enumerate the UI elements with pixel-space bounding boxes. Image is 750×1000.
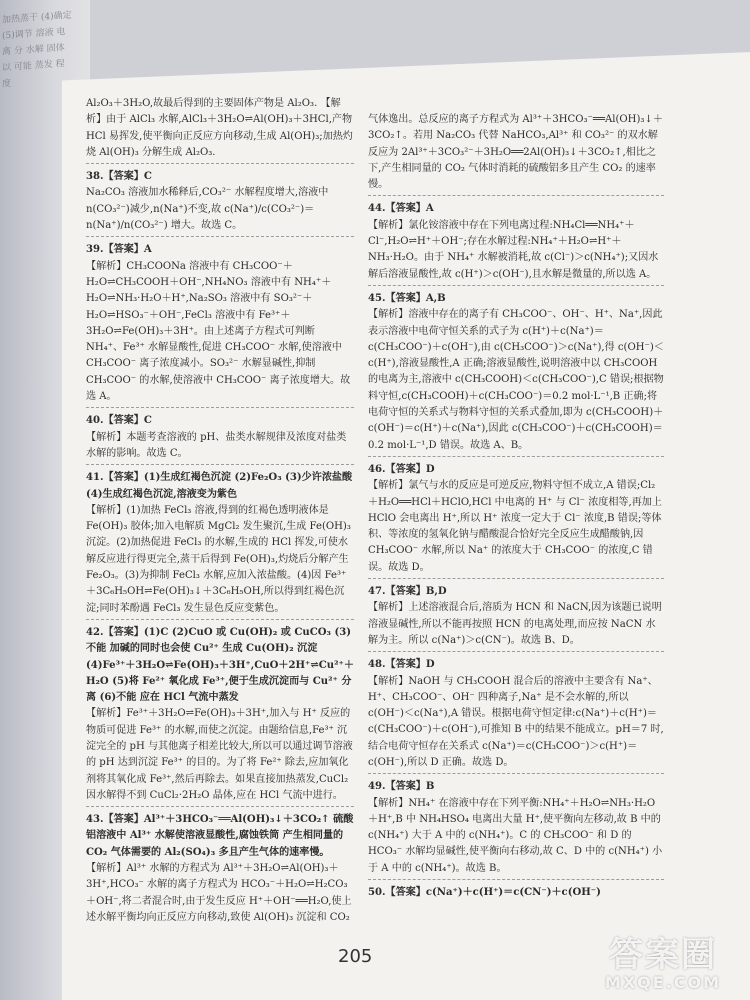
answer-heading: 39.【答案】A	[86, 244, 152, 256]
answer-item	[368, 885, 664, 903]
answer-explanation: 【解析】溶液中存在的离子有 CH₃COO⁻、OH⁻、H⁺、Na⁺,因此表示溶液中电荷守恒关系的式子为 c(H⁺)＋c(Na⁺)＝c(CH₃COO⁻)＋c(OH⁻),由 c(CH₃COO⁻)＞c(Na⁺),得 c(OH⁻)＜c(H⁺),溶液显酸性,A 正确;溶液显酸性,说明溶液中以 CH₃COOH 的电离为主,溶液中 c(CH₃COOH)＜c(CH₃COO⁻),C 错误;根据物料守恒,c(CH₃COOH)＋c(CH₃COO⁻)＝0.2 mol·L⁻¹,B 正确;将电荷守恒的关系式与物料守恒的关系式叠加,即为 c(CH₃COOH)＋c(OH⁻)＝c(H⁺)＋c(Na⁺),因此 c(CH₃COO⁻)＋c(CH₃COOH)＝0.2 mol·L⁻¹,D 错误。故选 A、B。	[368, 309, 664, 451]
answer-explanation: 【解析】氯化铵溶液中存在下列电离过程:NH₄Cl══NH₄⁺＋Cl⁻,H₂O⇌H⁺＋OH⁻;存在水解过程:NH₄⁺＋H₂O⇌H⁺＋NH₃·H₂O。由于 NH₄⁺ 水解被消耗,故 c(Cl⁻)＞c(NH₄⁺);又因水解后溶液显酸性,故 c(H⁺)＞c(OH⁻),且水解是微量的,所以选 A。	[368, 219, 659, 280]
answer-explanation: 【解析】本题考查溶液的 pH、盐类水解规律及浓度对盐类水解的影响。故选 C。	[86, 431, 347, 459]
answer-heading: 42.【答案】(1)C (2)CuO 或 Cu(OH)₂ 或 CuCO₃ (3)不能 加碱的同时也会使 Cu²⁺ 生成 Cu(OH)₂ 沉淀 (4)Fe³⁺＋3H₂O⇌Fe(OH)₃＋3H⁺,CuO＋2H⁺⇌Cu²⁺＋H₂O (5)将 Fe²⁺ 氧化成 Fe³⁺,便于生成沉淀而与 Cu²⁺ 分离 (6)不能 应在 HCl 气流中蒸发	[86, 626, 354, 704]
answer-explanation: 【解析】NH₄⁺ 在溶液中存在下列平衡:NH₄⁺＋H₂O⇌NH₃·H₂O＋H⁺,B 中 NH₄HSO₄ 电离出大量 H⁺,使平衡向左移动,故 B 中的 c(NH₄⁺) 大于 A 中的 c(NH₄⁺)。C 的 CH₃COO⁻ 和 D 的 HCO₃⁻ 水解均显碱性,使平衡向右移动,故 C、D 中的 c(NH₄⁺) 小于 A 中的 c(NH₄⁺)。故选 B。	[368, 797, 663, 874]
watermark	[588, 936, 738, 994]
answer-heading: 48.【答案】D	[368, 659, 435, 671]
answer-explanation: 【解析】氯气与水的反应是可逆反应,物料守恒不成立,A 错误;Cl₂＋H₂O══HCl＋HClO,HCl 中电离的 H⁺ 与 Cl⁻ 浓度相等,再加上 HClO 会电离出 H⁺,所以 H⁺ 浓度一定大于 Cl⁻ 浓度,B 错误;等体积、等浓度的氢氧化钠与醋酸混合恰好完全反应生成醋酸钠,因 CH₃COO⁻ 水解,所以 Na⁺ 的浓度大于 CH₃COO⁻ 的浓度,C 错误。故选 D。	[368, 480, 662, 573]
answer-explanation: Al₂O₃＋3H₂O,故最后得到的主要固体产物是 Al₂O₃. 【解析】由于 AlCl₃ 水解,AlCl₃＋3H₂O⇌Al(OH)₃＋3HCl,产物 HCl 易挥发,使平衡向正反应方向移动,生成 Al(OH)₃;加热灼烧 Al(OH)₃ 分解生成 Al₂O₃.	[86, 98, 353, 158]
answer-explanation: 气体逸出。总反应的离子方程式为 Al³⁺＋3HCO₃⁻══Al(OH)₃↓＋3CO₂↑。若用 Na₂CO₃ 代替 NaHCO₃,Al³⁺ 和 CO₃²⁻ 的双水解反应为 2Al³⁺＋3CO₃²⁻＋3H₂O══2Al(OH)₃↓＋3CO₂↑,相比之下,产生相同量的 CO₂ 气体时消耗的硫酸铝多且产生 CO₂ 的速率慢。	[368, 114, 663, 191]
answer-heading: 43.【答案】Al³⁺＋3HCO₃⁻══Al(OH)₃↓＋3CO₂↑ 硫酸铝溶液中 Al³⁺ 水解使溶液显酸性,腐蚀铁筒 产生相同量的 CO₂ 气体需要的 Al₂(SO₄)₃ 多且产生气体的速率慢。	[86, 814, 354, 858]
answer-item	[368, 657, 664, 774]
answer-heading: 49.【答案】B	[368, 781, 435, 793]
answer-item	[86, 470, 354, 620]
answer-heading: 46.【答案】D	[368, 463, 435, 475]
answer-item	[86, 242, 354, 408]
answer-heading: 41.【答案】(1)生成红褐色沉淀 (2)Fe₂O₃ (3)少许浓盐酸 (4)生成红褐色沉淀,溶液变为紫色	[86, 472, 353, 500]
answer-item	[368, 291, 664, 457]
answer-heading: 50.【答案】c(Na⁺)＋c(H⁺)＝c(CN⁻)＋c(OH⁻)	[368, 887, 601, 899]
answer-heading: 38.【答案】C	[86, 171, 152, 183]
answer-heading: 47.【答案】B,D	[368, 586, 447, 598]
left-column	[86, 96, 354, 933]
answer-item	[368, 462, 664, 579]
answer-heading: 40.【答案】C	[86, 415, 152, 427]
answer-item	[86, 169, 354, 237]
answer-explanation: 【解析】上述溶液混合后,溶质为 HCN 和 NaCN,因为该题已说明溶液显碱性,所以不能再按照 HCN 的电离处理,而应按 NaCN 水解为主。所以 c(Na⁺)＞c(CN⁻)。故选 B、D。	[368, 602, 662, 646]
watermark-url: MXQE.COM	[604, 973, 722, 992]
answer-explanation: Na₂CO₃ 溶液加水稀释后,CO₃²⁻ 水解程度增大,溶液中 n(CO₃²⁻)减少,n(Na⁺)不变,故 c(Na⁺)/c(CO₃²⁻)＝n(Na⁺)/n(CO₃²⁻) 增大。故选 C。	[86, 187, 329, 232]
answer-explanation: 【解析】Fe³⁺＋3H₂O⇌Fe(OH)₃＋3H⁺,加入与 H⁺ 反应的物质可促进 Fe³⁺ 的水解,而使之沉淀。由题给信息,Fe³⁺ 沉淀完全的 pH 与其他离子相差比较大,所以可以通过调节溶液的 pH 达到沉淀 Fe³⁺ 的目的。为了将 Fe²⁺ 除去,应加氧化剂将其氧化成 Fe³⁺,然后再除去。如果直接加热蒸发,CuCl₂ 因水解得不到 CuCl₂·2H₂O 晶体,应在 HCl 气流中进行。	[86, 708, 353, 801]
page-number: 205	[338, 946, 373, 967]
answer-item	[368, 584, 664, 652]
answer-explanation: 【解析】CH₃COONa 溶液中有 CH₃COO⁻＋H₂O⇌CH₃COOH＋OH⁻,NH₄NO₃ 溶液中有 NH₄⁺＋H₂O⇌NH₃·H₂O＋H⁺,Na₂SO₃ 溶液中有 SO₃²⁻＋H₂O⇌HSO₃⁻＋OH⁻,FeCl₃ 溶液中有 Fe³⁺＋3H₂O⇌Fe(OH)₃＋3H⁺。由上述离子方程式可判断 NH₄⁺、Fe³⁺ 水解显酸性,促进 CH₃COO⁻ 水解,使溶液中 CH₃COO⁻ 离子浓度减小。SO₃²⁻ 水解显碱性,抑制 CH₃COO⁻ 的水解,使溶液中 CH₃COO⁻ 离子浓度增大。故选 A。	[86, 260, 351, 403]
answer-explanation: 【解析】NaOH 与 CH₃COOH 混合后的溶液中主要含有 Na⁺、H⁺、CH₃COO⁻、OH⁻ 四种离子,Na⁺ 是不会水解的,所以 c(OH⁻)＜c(Na⁺),A 错误。根据电荷守恒定律:c(Na⁺)＋c(H⁺)＝c(CH₃COO⁻)＋c(OH⁻),可推知 B 中的结果不能成立。pH＝7 时,结合电荷守恒存在关系式 c(Na⁺)＝c(CH₃COO⁻)＞c(H⁺)＝c(OH⁻),所以 D 正确。故选 D。	[368, 675, 664, 768]
answer-explanation: 【解析】Al³⁺ 水解的方程式为 Al³⁺＋3H₂O⇌Al(OH)₃＋3H⁺,HCO₃⁻ 水解的离子方程式为 HCO₃⁻＋H₂O⇌H₂CO₃＋OH⁻,将二者混合时,由于发生反应 H⁺＋OH⁻══H₂O,使上述水解平衡均向正反应方向移动,致使 Al(OH)₃ 沉淀和 CO₂	[86, 863, 352, 923]
answer-item	[368, 779, 664, 880]
answer-item	[86, 413, 354, 465]
answer-item	[368, 201, 664, 285]
right-column	[368, 112, 664, 908]
answer-item	[368, 112, 664, 196]
answer-heading: 45.【答案】A,B	[368, 292, 446, 304]
answer-item	[86, 812, 354, 928]
answer-item	[86, 96, 354, 164]
watermark-logo: 答案圈	[609, 935, 717, 975]
answer-explanation: 【解析】(1)加热 FeCl₃ 溶液,得到的红褐色透明液体是 Fe(OH)₃ 胶体;加入电解质 MgCl₂ 发生聚沉,生成 Fe(OH)₃ 沉淀。(2)加热促进 FeCl₃ 的水解,生成的 HCl 挥发,可使水解反应进行得更完全,蒸干后得到 Fe(OH)₃,灼烧后分解产生 Fe₂O₃。(3)为抑制 FeCl₃ 水解,应加入浓盐酸。(4)因 Fe³⁺＋3C₆H₅OH⇌Fe(OH)₃↓＋3C₆H₅OH,所以得到红褐色沉淀;同时苯酚遇 FeCl₃ 发生显色反应变紫色。	[86, 504, 351, 614]
answer-heading: 44.【答案】A	[368, 203, 434, 215]
left-page-blurred-text: 加热蒸干 (4)确定 (5)调节 溶液 电离 分 水解 固体 以 可能 蒸发 程度	[2, 10, 72, 90]
answer-item	[86, 625, 354, 807]
